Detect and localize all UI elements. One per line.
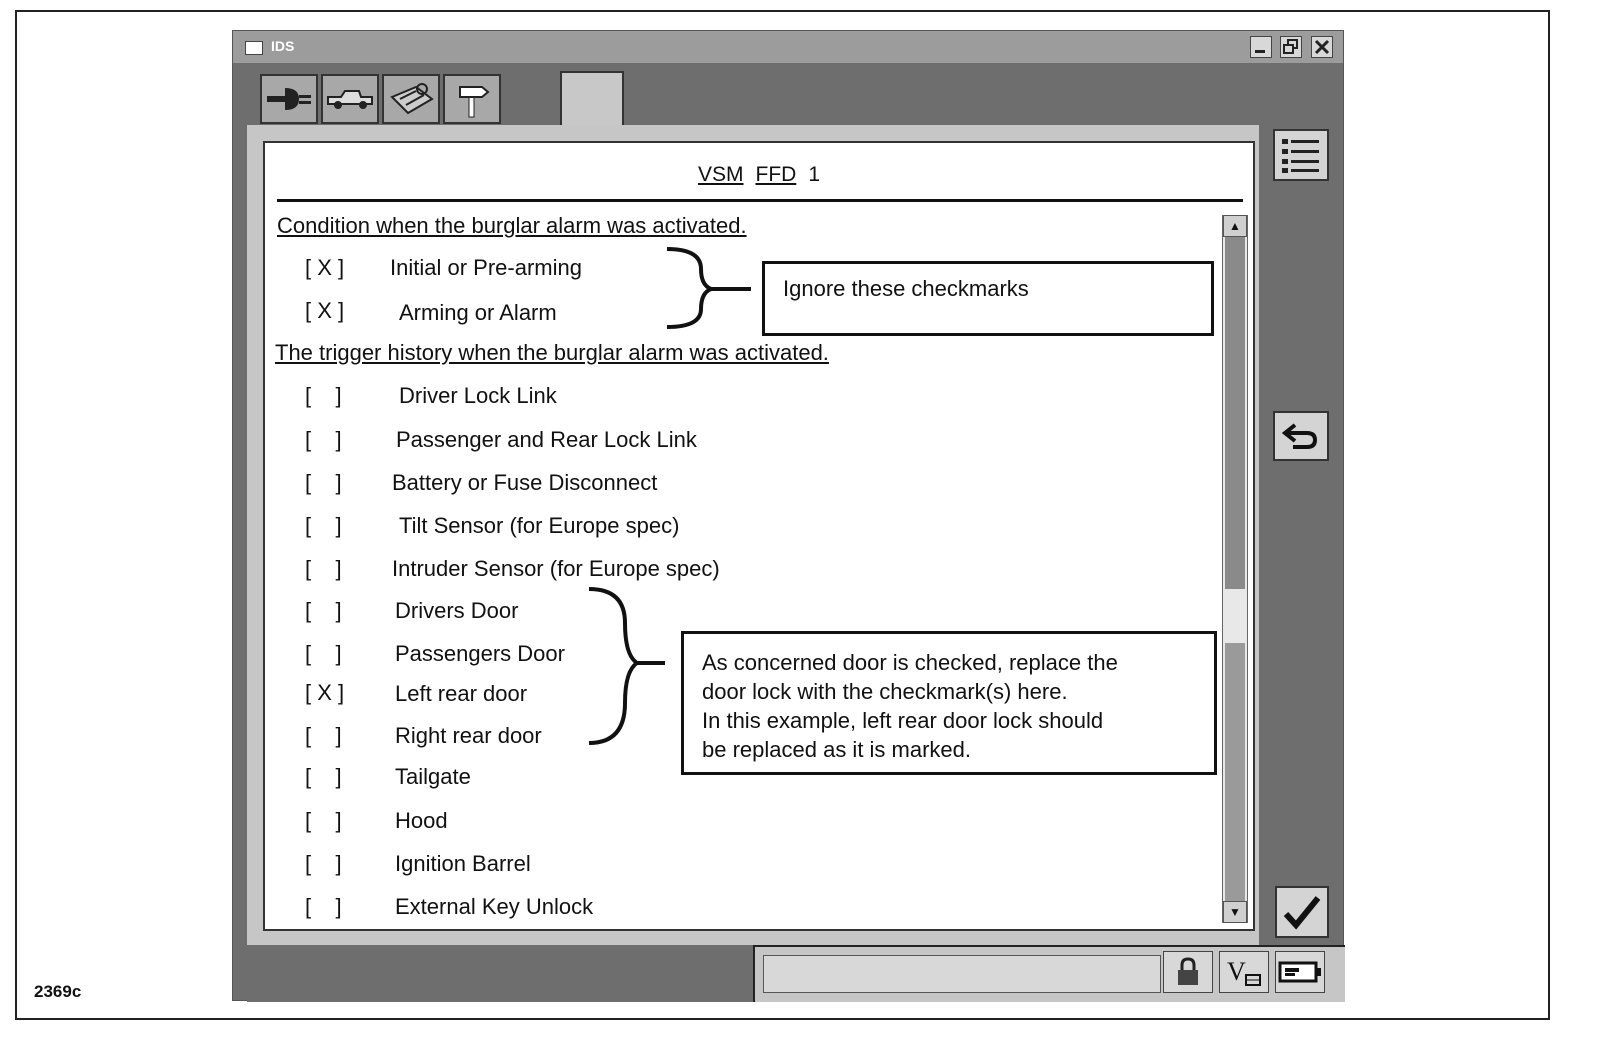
content-area [247, 125, 1259, 945]
vehicle-icon [325, 84, 375, 114]
header-ffd-link[interactable]: FFD [755, 163, 797, 186]
close-icon [1312, 37, 1332, 57]
header-vsm-link[interactable]: VSM [697, 163, 744, 186]
trigger-label: Intruder Sensor (for Europe spec) [392, 556, 720, 581]
trigger-label: Passengers Door [395, 641, 565, 666]
report-header [265, 163, 1253, 187]
section1-title: Condition when the burglar alarm was activated. [277, 213, 747, 238]
trigger-mark: [ ] [305, 851, 342, 876]
trigger-mark: [ ] [305, 808, 342, 833]
section2-title: The trigger history when the burglar alarm was activated. [275, 340, 829, 365]
minimize-button[interactable] [1250, 36, 1272, 58]
trigger-mark: [ ] [305, 470, 342, 495]
callout-text: As concerned door is checked, replace the [702, 650, 1118, 675]
list-icon [1279, 135, 1323, 175]
tab-vehicle[interactable] [321, 74, 379, 124]
scroll-up-button[interactable]: ▲ [1223, 215, 1247, 237]
section1-label: Arming or Alarm [399, 300, 557, 325]
brace-annotation-top [663, 243, 759, 333]
header-divider [277, 199, 1243, 202]
trigger-mark: [ ] [305, 723, 342, 748]
report-panel [263, 141, 1255, 931]
brace-annotation-bottom [585, 583, 669, 753]
trigger-mark: [ ] [305, 641, 342, 666]
trigger-label: Ignition Barrel [395, 851, 531, 876]
lock-button[interactable] [1163, 951, 1213, 993]
ids-window [232, 30, 1344, 1001]
scroll-track-lower[interactable] [1225, 643, 1245, 901]
vertical-scrollbar[interactable] [1222, 215, 1248, 923]
trigger-label: Passenger and Rear Lock Link [396, 427, 697, 452]
toolbox-icon [386, 79, 436, 119]
title-bar [233, 31, 1343, 63]
trigger-label: Drivers Door [395, 598, 519, 623]
svg-text:V: V [1227, 957, 1246, 986]
trigger-mark: [ ] [305, 427, 342, 452]
callout-text: be replaced as it is marked. [702, 737, 972, 762]
scroll-down-button[interactable]: ▼ [1223, 901, 1247, 923]
restore-button[interactable] [1280, 36, 1302, 58]
tab-connector[interactable] [260, 74, 318, 124]
trigger-label: Tilt Sensor (for Europe spec) [399, 513, 680, 538]
trigger-label: Battery or Fuse Disconnect [392, 470, 658, 495]
checkmark-icon [1280, 892, 1324, 932]
trigger-mark: [ ] [305, 764, 342, 789]
voltage-icon [1224, 955, 1264, 989]
status-bar [753, 945, 1345, 1002]
section1-mark: [ X ] [305, 255, 345, 280]
callout-door-instruction [681, 631, 1217, 775]
section1-label: Initial or Pre-arming [390, 255, 582, 280]
trigger-mark: [ ] [305, 598, 342, 623]
trigger-label: Tailgate [395, 764, 471, 789]
confirm-button[interactable] [1275, 886, 1329, 938]
trigger-mark: [ ] [305, 513, 342, 538]
header-page-number: 1 [808, 163, 821, 186]
connector-icon [265, 82, 313, 116]
restore-icon [1281, 37, 1301, 57]
tab-active[interactable] [560, 71, 624, 129]
close-button[interactable] [1311, 36, 1333, 58]
lock-icon [1173, 956, 1203, 988]
voltage-button[interactable] [1219, 951, 1269, 993]
window-title: IDS [271, 38, 295, 54]
callout-text: door lock with the checkmark(s) here. [702, 679, 1068, 704]
trigger-mark: [ ] [305, 556, 342, 581]
trigger-label: Right rear door [395, 723, 542, 748]
tab-direction[interactable] [443, 74, 501, 124]
window-icon [245, 41, 263, 55]
scroll-track-upper[interactable] [1225, 237, 1245, 589]
trigger-label: Left rear door [395, 681, 528, 706]
trigger-label: Hood [395, 808, 448, 833]
minimize-icon [1251, 37, 1271, 57]
status-message-field [763, 955, 1161, 993]
trigger-mark: [ X ] [305, 680, 345, 705]
status-area-left [247, 945, 753, 1002]
trigger-mark: [ ] [305, 894, 342, 919]
battery-icon [1277, 957, 1323, 987]
list-button[interactable] [1273, 129, 1329, 181]
direction-sign-icon [452, 79, 492, 119]
figure-id: 2369c [34, 982, 82, 1001]
callout-ignore-checkmarks [762, 261, 1214, 336]
back-arrow-icon [1281, 419, 1321, 453]
trigger-mark: [ ] [305, 383, 342, 408]
trigger-label: External Key Unlock [395, 894, 594, 919]
battery-button[interactable] [1275, 951, 1325, 993]
tab-toolbox[interactable] [382, 74, 440, 124]
callout-text: In this example, left rear door lock should [702, 708, 1104, 733]
trigger-label: Driver Lock Link [399, 383, 557, 408]
callout-text: Ignore these checkmarks [783, 276, 1029, 301]
back-button[interactable] [1273, 411, 1329, 461]
section1-mark: [ X ] [305, 298, 345, 323]
